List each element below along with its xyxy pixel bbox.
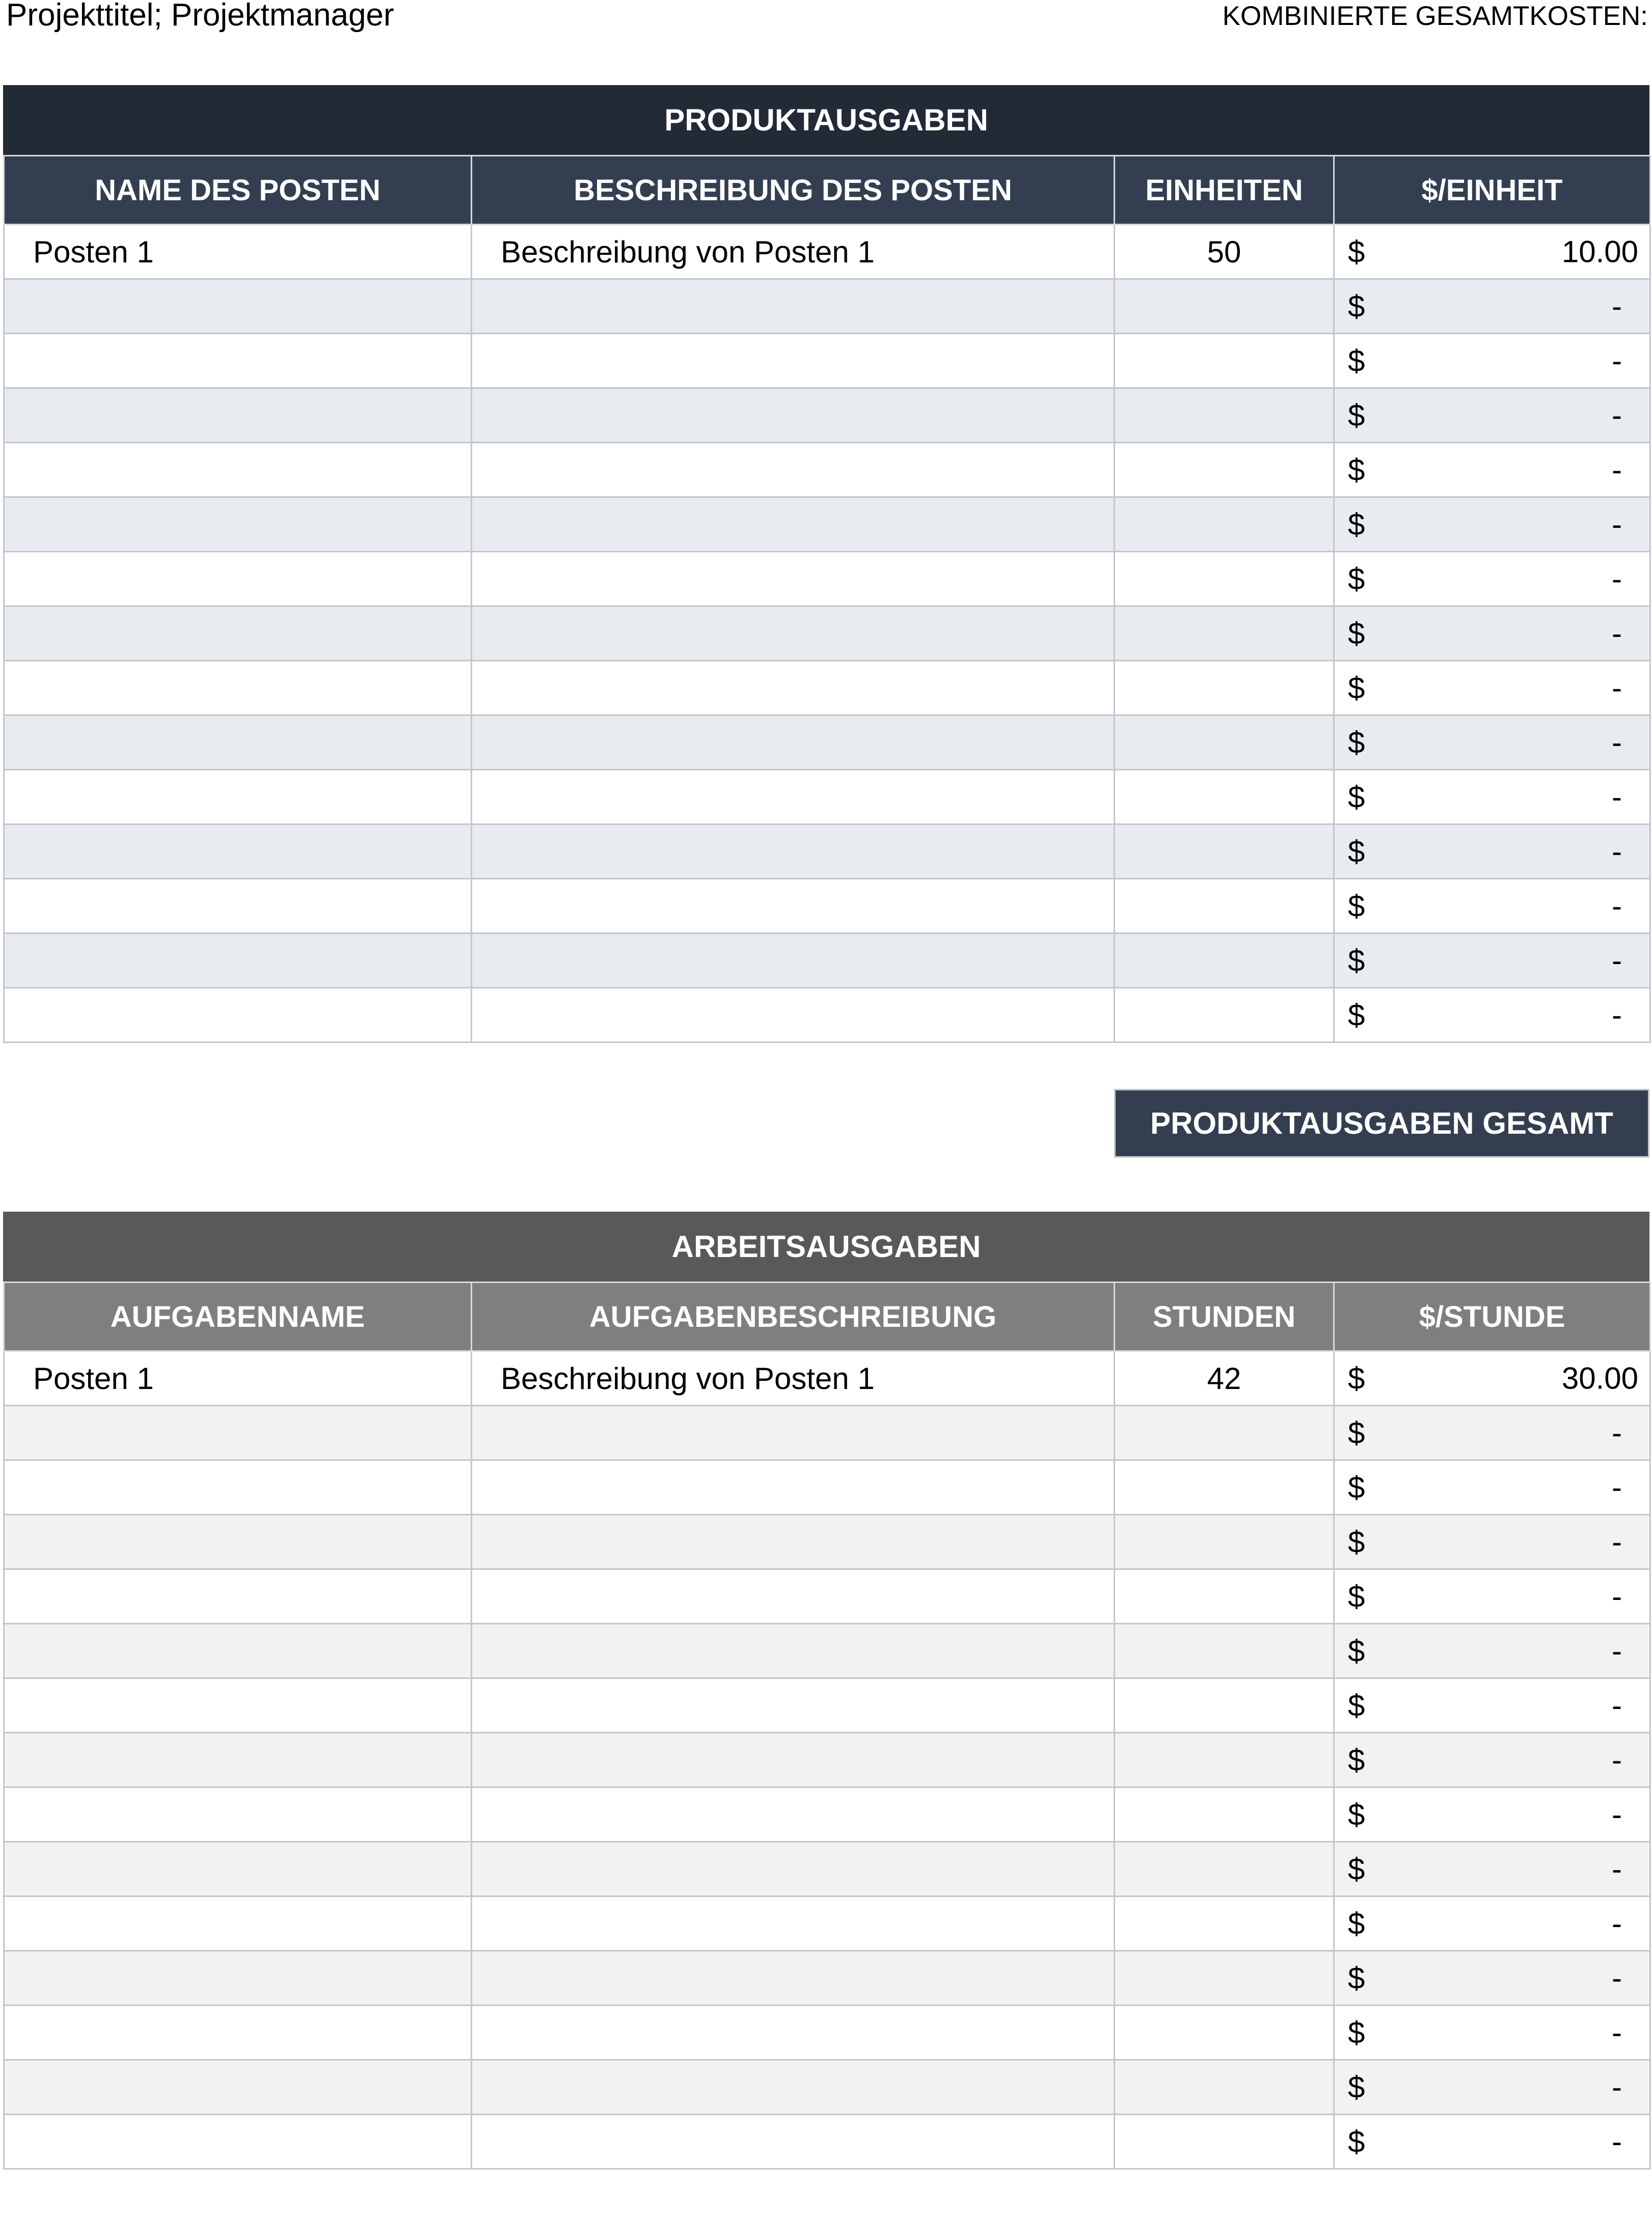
row-name-cell[interactable] [4,279,472,334]
row-description-cell[interactable] [472,2115,1115,2169]
row-quantity-cell[interactable] [1115,1678,1334,1733]
row-rate-cell[interactable] [1334,2006,1650,2060]
table-row [4,1842,1650,1897]
row-quantity-cell[interactable] [1115,443,1334,497]
rate-amount: 10.00 [1561,234,1638,269]
table-row [4,1569,1650,1624]
rate-amount: - [1612,1906,1622,1941]
row-description-cell[interactable] [472,2006,1115,2060]
table-row [4,715,1650,770]
table-header-row [4,1283,1650,1351]
product-expenses-table [3,155,1651,1043]
row-rate-cell[interactable] [1334,225,1650,279]
rate-amount: - [1612,671,1622,705]
row-description-cell[interactable] [472,1515,1115,1569]
product-expenses-total-label: PRODUKTAUSGABEN GESAMT [1114,1089,1649,1158]
row-rate-cell[interactable] [1334,1515,1650,1569]
table-row [4,879,1650,933]
row-name-cell[interactable] [4,933,472,988]
currency-symbol: $ [1348,452,1365,487]
rate-amount: - [1612,616,1622,651]
row-description-cell[interactable] [472,1406,1115,1460]
row-rate-cell[interactable] [1334,661,1650,715]
row-quantity-cell[interactable] [1115,1406,1334,1460]
row-description-cell[interactable] [472,770,1115,824]
row-rate-cell[interactable] [1334,552,1650,606]
rate-amount: - [1612,943,1622,978]
currency-symbol: $ [1348,507,1365,542]
row-description-cell[interactable]: Beschreibung von Posten 1 [472,225,1115,279]
rate-amount: 30.00 [1561,1361,1638,1396]
currency-symbol: $ [1348,998,1365,1032]
row-description-cell[interactable] [472,1842,1115,1897]
row-name-cell[interactable] [4,1897,472,1951]
table-row [4,1678,1650,1733]
table-row [4,1897,1650,1951]
table-row [4,2115,1650,2169]
rate-amount: - [1612,452,1622,487]
currency-symbol: $ [1348,889,1365,923]
row-rate-cell[interactable] [1334,1569,1650,1624]
row-quantity-cell[interactable] [1115,2115,1334,2169]
row-description-cell[interactable] [472,279,1115,334]
column-header-task-name: AUFGABENNAME [4,1283,472,1351]
row-description-cell[interactable] [472,1951,1115,2006]
rate-amount: - [1612,2124,1622,2159]
product-expenses-title: PRODUKTAUSGABEN [3,85,1649,155]
table-row [4,770,1650,824]
currency-symbol: $ [1348,834,1365,869]
currency-symbol: $ [1348,780,1365,814]
row-quantity-cell[interactable] [1115,1733,1334,1787]
row-name-cell[interactable] [4,443,472,497]
currency-symbol: $ [1348,2015,1365,2050]
currency-symbol: $ [1348,343,1365,378]
rate-amount: - [1612,562,1622,596]
rate-amount: - [1612,780,1622,814]
row-quantity-cell[interactable] [1115,1460,1334,1515]
row-description-cell[interactable] [472,879,1115,933]
row-quantity-cell[interactable] [1115,933,1334,988]
row-name-cell[interactable] [4,715,472,770]
row-rate-cell[interactable] [1334,1842,1650,1897]
row-name-cell[interactable] [4,1624,472,1678]
row-quantity-cell[interactable] [1115,1569,1334,1624]
row-name-cell[interactable] [4,2060,472,2115]
row-rate-cell[interactable] [1334,1460,1650,1515]
row-name-cell[interactable] [4,334,472,388]
table-row [4,933,1650,988]
row-name-cell[interactable] [4,1406,472,1460]
table-row [4,1515,1650,1569]
labor-expenses-title: ARBEITSAUSGABEN [3,1212,1649,1281]
rate-amount: - [1612,1470,1622,1505]
column-header-hours: STUNDEN [1115,1283,1334,1351]
row-description-cell[interactable] [472,388,1115,443]
row-description-cell[interactable] [472,552,1115,606]
row-rate-cell[interactable] [1334,606,1650,661]
row-description-cell[interactable] [472,1897,1115,1951]
row-description-cell[interactable] [472,443,1115,497]
row-rate-cell[interactable] [1334,279,1650,334]
table-row [4,443,1650,497]
column-header-units: EINHEITEN [1115,156,1334,225]
table-row [4,1624,1650,1678]
rate-amount: - [1612,1743,1622,1777]
row-description-cell[interactable] [472,606,1115,661]
row-name-cell[interactable] [4,552,472,606]
table-row [4,2060,1650,2115]
table-row [4,1460,1650,1515]
row-quantity-cell[interactable] [1115,1787,1334,1842]
table-row [4,334,1650,388]
currency-symbol: $ [1348,2070,1365,2104]
currency-symbol: $ [1348,1906,1365,1941]
table-header-row [4,156,1650,225]
table-row [4,606,1650,661]
row-name-cell[interactable] [4,824,472,879]
row-name-cell[interactable] [4,2006,472,2060]
table-row [4,388,1650,443]
table-row [4,824,1650,879]
row-quantity-cell[interactable] [1115,497,1334,552]
row-name-cell[interactable] [4,661,472,715]
rate-amount: - [1612,2015,1622,2050]
row-rate-cell[interactable] [1334,1733,1650,1787]
currency-symbol: $ [1348,1415,1365,1450]
rate-amount: - [1612,289,1622,324]
currency-symbol: $ [1348,725,1365,760]
row-description-cell[interactable] [472,933,1115,988]
column-header-item-name: NAME DES POSTEN [4,156,472,225]
row-quantity-cell[interactable] [1115,388,1334,443]
rate-amount: - [1612,1961,1622,1995]
table-row [4,1406,1650,1460]
currency-symbol: $ [1348,1470,1365,1505]
row-rate-cell[interactable] [1334,770,1650,824]
row-quantity-cell[interactable] [1115,334,1334,388]
currency-symbol: $ [1348,398,1365,433]
row-name-cell[interactable] [4,1787,472,1842]
row-rate-cell[interactable] [1334,1624,1650,1678]
table-row [4,1733,1650,1787]
rate-amount: - [1612,725,1622,760]
rate-amount: - [1612,398,1622,433]
row-rate-cell[interactable] [1334,1351,1650,1406]
row-quantity-cell[interactable]: 50 [1115,225,1334,279]
row-name-cell[interactable] [4,1733,472,1787]
row-rate-cell[interactable] [1334,933,1650,988]
row-name-cell[interactable] [4,988,472,1043]
row-quantity-cell[interactable] [1115,552,1334,606]
rate-amount: - [1612,1415,1622,1450]
row-quantity-cell[interactable] [1115,606,1334,661]
row-description-cell[interactable] [472,1678,1115,1733]
row-name-cell[interactable]: Posten 1 [4,1351,472,1406]
rate-amount: - [1612,1634,1622,1668]
row-description-cell[interactable] [472,824,1115,879]
row-description-cell[interactable] [472,661,1115,715]
rate-amount: - [1612,1797,1622,1832]
currency-symbol: $ [1348,1579,1365,1614]
currency-symbol: $ [1348,234,1365,269]
table-row [4,988,1650,1043]
currency-symbol: $ [1348,1743,1365,1777]
row-name-cell[interactable] [4,1460,472,1515]
row-name-cell[interactable] [4,1951,472,2006]
product-expenses-section [3,85,1649,1043]
labor-expenses-section [3,1212,1649,2170]
row-quantity-cell[interactable] [1115,1897,1334,1951]
row-rate-cell[interactable] [1334,2060,1650,2115]
currency-symbol: $ [1348,616,1365,651]
labor-expenses-table [3,1281,1651,2170]
row-description-cell[interactable] [472,715,1115,770]
rate-amount: - [1612,2070,1622,2104]
table-row [4,1787,1650,1842]
combined-total-label: KOMBINIERTE GESAMTKOSTEN: [1222,1,1648,31]
row-rate-cell[interactable] [1334,879,1650,933]
table-row [4,1951,1650,2006]
row-rate-cell[interactable] [1334,1787,1650,1842]
row-name-cell[interactable]: Posten 1 [4,225,472,279]
row-rate-cell[interactable] [1334,1951,1650,2006]
table-row [4,661,1650,715]
row-rate-cell[interactable] [1334,334,1650,388]
row-quantity-cell[interactable] [1115,1951,1334,2006]
row-rate-cell[interactable] [1334,1897,1650,1951]
row-quantity-cell[interactable] [1115,1842,1334,1897]
row-description-cell[interactable] [472,1787,1115,1842]
table-row [4,552,1650,606]
row-name-cell[interactable] [4,1569,472,1624]
row-description-cell[interactable] [472,1624,1115,1678]
row-rate-cell[interactable] [1334,1406,1650,1460]
row-quantity-cell[interactable] [1115,279,1334,334]
rate-amount: - [1612,1688,1622,1723]
currency-symbol: $ [1348,1688,1365,1723]
row-description-cell[interactable] [472,1460,1115,1515]
row-description-cell[interactable] [472,1569,1115,1624]
rate-amount: - [1612,1579,1622,1614]
row-name-cell[interactable] [4,879,472,933]
row-name-cell[interactable] [4,770,472,824]
row-description-cell[interactable] [472,988,1115,1043]
currency-symbol: $ [1348,1361,1365,1396]
row-rate-cell[interactable] [1334,388,1650,443]
currency-symbol: $ [1348,289,1365,324]
rate-amount: - [1612,998,1622,1032]
column-header-price-per-hour: $/STUNDE [1334,1283,1650,1351]
currency-symbol: $ [1348,1961,1365,1995]
row-quantity-cell[interactable] [1115,1515,1334,1569]
row-name-cell[interactable] [4,1842,472,1897]
currency-symbol: $ [1348,2124,1365,2159]
row-quantity-cell[interactable] [1115,824,1334,879]
rate-amount: - [1612,889,1622,923]
row-name-cell[interactable] [4,2115,472,2169]
row-rate-cell[interactable] [1334,497,1650,552]
row-rate-cell[interactable] [1334,715,1650,770]
row-name-cell[interactable] [4,1515,472,1569]
project-title: Projekttitel; Projektmanager [6,0,394,33]
row-quantity-cell[interactable] [1115,715,1334,770]
row-description-cell[interactable]: Beschreibung von Posten 1 [472,1351,1115,1406]
currency-symbol: $ [1348,1797,1365,1832]
row-quantity-cell[interactable] [1115,1624,1334,1678]
row-rate-cell[interactable] [1334,1678,1650,1733]
row-rate-cell[interactable] [1334,988,1650,1043]
row-description-cell[interactable] [472,334,1115,388]
row-name-cell[interactable] [4,497,472,552]
row-quantity-cell[interactable] [1115,770,1334,824]
row-rate-cell[interactable] [1334,2115,1650,2169]
rate-amount: - [1612,343,1622,378]
table-row [4,2006,1650,2060]
row-quantity-cell[interactable] [1115,661,1334,715]
row-quantity-cell[interactable]: 42 [1115,1351,1334,1406]
row-description-cell[interactable] [472,497,1115,552]
row-quantity-cell[interactable] [1115,988,1334,1043]
currency-symbol: $ [1348,671,1365,705]
row-description-cell[interactable] [472,2060,1115,2115]
table-row [4,497,1650,552]
rate-amount: - [1612,1852,1622,1886]
table-row [4,279,1650,334]
currency-symbol: $ [1348,1634,1365,1668]
row-name-cell[interactable] [4,606,472,661]
currency-symbol: $ [1348,1525,1365,1559]
row-rate-cell[interactable] [1334,824,1650,879]
table-row [4,225,1650,279]
row-quantity-cell[interactable] [1115,2060,1334,2115]
row-quantity-cell[interactable] [1115,2006,1334,2060]
column-header-item-description: BESCHREIBUNG DES POSTEN [472,156,1115,225]
currency-symbol: $ [1348,562,1365,596]
rate-amount: - [1612,507,1622,542]
column-header-price-per-unit: $/EINHEIT [1334,156,1650,225]
row-quantity-cell[interactable] [1115,879,1334,933]
row-description-cell[interactable] [472,1733,1115,1787]
rate-amount: - [1612,834,1622,869]
currency-symbol: $ [1348,1852,1365,1886]
row-name-cell[interactable] [4,388,472,443]
currency-symbol: $ [1348,943,1365,978]
table-row [4,1351,1650,1406]
column-header-task-description: AUFGABENBESCHREIBUNG [472,1283,1115,1351]
row-name-cell[interactable] [4,1678,472,1733]
rate-amount: - [1612,1525,1622,1559]
row-rate-cell[interactable] [1334,443,1650,497]
